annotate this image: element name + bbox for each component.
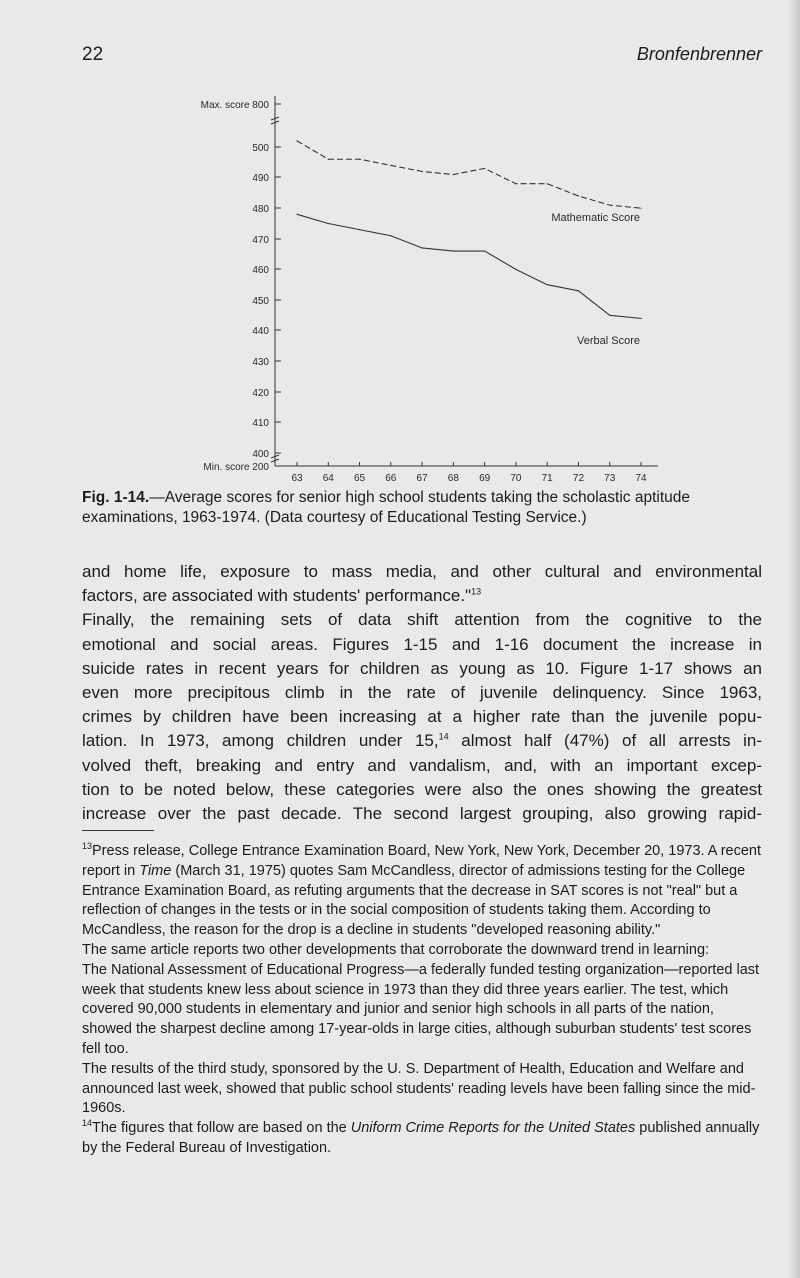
y-tick-label: Min. score 200 xyxy=(203,462,269,473)
body-line: emotional and social areas. Figures 1-15 and 1-16 document the increase in xyxy=(82,634,762,654)
figure-label: Fig. 1-14. xyxy=(82,489,150,506)
footnote-paragraph: The same article reports two other developments that corroborate the downward trend in learning: xyxy=(82,941,710,958)
mathematic-score-label: Mathematic Score xyxy=(551,212,640,224)
body-line xyxy=(82,584,762,608)
mathematic-score-point xyxy=(359,159,360,160)
verbal-score-point xyxy=(484,250,485,251)
body-line: suicide rates in recent years for children as young as 10. Figure 1-17 shows an xyxy=(82,658,762,678)
figure-caption xyxy=(82,488,762,528)
footnote-paragraph: The National Assessment of Educational Progress—a federally funded testing organization—reported last week that students knew less about science in 1973 than they did three years earlier. The test, which covered 90,000 students in elementary and junior and senior high schools in all parts of the nation, showed the sharpest decline among 17-year-olds in large cities, although suburban students' test scores fell too. xyxy=(82,961,760,1057)
verbal-score-line xyxy=(297,214,641,318)
footnotes xyxy=(82,842,762,1159)
verbal-score-point xyxy=(296,214,297,215)
mathematic-score-point xyxy=(609,205,610,206)
mathematic-score-line xyxy=(297,141,641,208)
footnote-paragraph: The results of the third study, sponsored by the U. S. Department of Health, Education and Welfare and announced last week, showed that public school students' reading levels have been falling since the mid-1960s. xyxy=(82,1060,756,1117)
footnote-text: (March 31, 1975) quotes Sam McCandless, director of admissions testing for the College Entrance Examination Board, as refuting arguments that the decrease in SAT scores is not "real" but a reflection of changes in the tests or in the social composition of students taking them. According to McCandless, the reason for the drop is a decline in students "developed reasoning ability." xyxy=(82,862,746,939)
footnote-text: The figures that follow are based on the xyxy=(92,1120,351,1137)
mathematic-score-point xyxy=(453,174,454,175)
y-tick-label: 450 xyxy=(252,296,269,307)
x-tick-label: 73 xyxy=(604,473,616,484)
verbal-score-point xyxy=(328,223,329,224)
body-paragraphs xyxy=(82,560,762,826)
body-line-text: factors, are associated with students' performance." xyxy=(82,586,472,606)
body-line: volved theft, breaking and entry and vandalism, and, with an important excep- xyxy=(82,755,762,775)
chart-axes xyxy=(271,96,658,466)
x-tick-label: 64 xyxy=(322,473,334,484)
verbal-score-point xyxy=(453,250,454,251)
body-line xyxy=(82,729,762,753)
footnote-mark: 13 xyxy=(82,841,93,852)
x-tick-label: 65 xyxy=(353,473,366,484)
mathematic-score-point xyxy=(296,140,297,141)
y-tick-label: 470 xyxy=(252,235,269,246)
footnote-rule xyxy=(82,830,154,831)
footnote-title: Uniform Crime Reports for the United States xyxy=(350,1120,636,1137)
running-head: Bronfenbrenner xyxy=(636,44,762,64)
sat-scores-chart xyxy=(0,0,800,490)
body-line-text: lation. In 1973, among children under 15, xyxy=(82,731,439,751)
y-tick-label: 480 xyxy=(252,204,269,215)
verbal-score-point xyxy=(359,229,360,230)
verbal-score-point xyxy=(640,318,641,319)
footnote-ref-14: 14 xyxy=(438,731,449,742)
verbal-score-point xyxy=(390,235,391,236)
footnote-13 xyxy=(82,842,762,941)
page-number: 22 xyxy=(82,44,104,65)
x-tick-label: 69 xyxy=(479,473,491,484)
mathematic-score-point xyxy=(640,208,641,209)
y-tick-label: 490 xyxy=(252,173,269,184)
footnote-ref-13: 13 xyxy=(471,586,482,597)
x-tick-label: 67 xyxy=(416,473,428,484)
body-line: crimes by children have been increasing at a higher rate than the juvenile popu- xyxy=(82,707,762,727)
y-tick-label: Max. score 800 xyxy=(200,100,269,111)
verbal-score-label: Verbal Score xyxy=(577,335,640,347)
footnote-title: Time xyxy=(139,862,172,879)
x-tick-label: 74 xyxy=(635,473,647,484)
mathematic-score-point xyxy=(421,171,422,172)
body-line: Finally, the remaining sets of data shift attention from the cognitive to the xyxy=(82,610,762,630)
mathematic-score-point xyxy=(515,183,516,184)
x-tick-label: 68 xyxy=(447,473,459,484)
y-tick-label: 460 xyxy=(252,265,269,276)
body-line-text: almost half (47%) of all arrests in- xyxy=(448,731,763,751)
verbal-score-point xyxy=(578,290,579,291)
y-tick-label: 420 xyxy=(252,388,269,399)
mathematic-score-point xyxy=(328,159,329,160)
mathematic-score-point xyxy=(547,183,548,184)
verbal-score-point xyxy=(609,315,610,316)
y-tick-label: 430 xyxy=(252,357,269,368)
footnote-14 xyxy=(82,1119,762,1159)
y-tick-label: 410 xyxy=(252,418,269,429)
verbal-score-point xyxy=(421,247,422,248)
x-tick-label: 72 xyxy=(572,473,585,484)
verbal-score-point xyxy=(515,269,516,270)
body-line: increase over the past decade. The second largest grouping, also growing rapid- xyxy=(82,804,762,824)
mathematic-score-point xyxy=(390,165,391,166)
verbal-score-point xyxy=(547,284,548,285)
body-line: even more precipitous climb in the rate of juvenile delinquency. Since 1963, xyxy=(82,683,762,703)
x-tick-label: 66 xyxy=(385,473,397,484)
mathematic-score-point xyxy=(578,195,579,196)
x-tick-label: 70 xyxy=(510,473,522,484)
footnote-text: published annually by the Federal Bureau of Investigation. xyxy=(82,1120,760,1156)
footnote-text: Press release, College Entrance Examination Board, New York, New York, December 20, 1973. A recent report in xyxy=(82,843,761,879)
y-tick-label: 440 xyxy=(252,326,269,337)
footnote-mark: 14 xyxy=(82,1118,93,1129)
y-tick-label: 400 xyxy=(252,449,269,460)
body-line: tion to be noted below, these categories were also the ones showing the greatest xyxy=(82,779,762,799)
y-tick-label: 500 xyxy=(252,143,269,154)
mathematic-score-point xyxy=(484,168,485,169)
x-tick-label: 63 xyxy=(291,473,303,484)
x-tick-label: 71 xyxy=(541,473,553,484)
figure-caption-text: —Average scores for senior high school students taking the scholastic aptitude examinations, 1963-1974. (Data courtesy of Educational Testing Service.) xyxy=(82,489,690,526)
chart-series xyxy=(296,140,641,319)
body-line: and home life, exposure to mass media, and other cultural and environmental xyxy=(82,562,762,581)
